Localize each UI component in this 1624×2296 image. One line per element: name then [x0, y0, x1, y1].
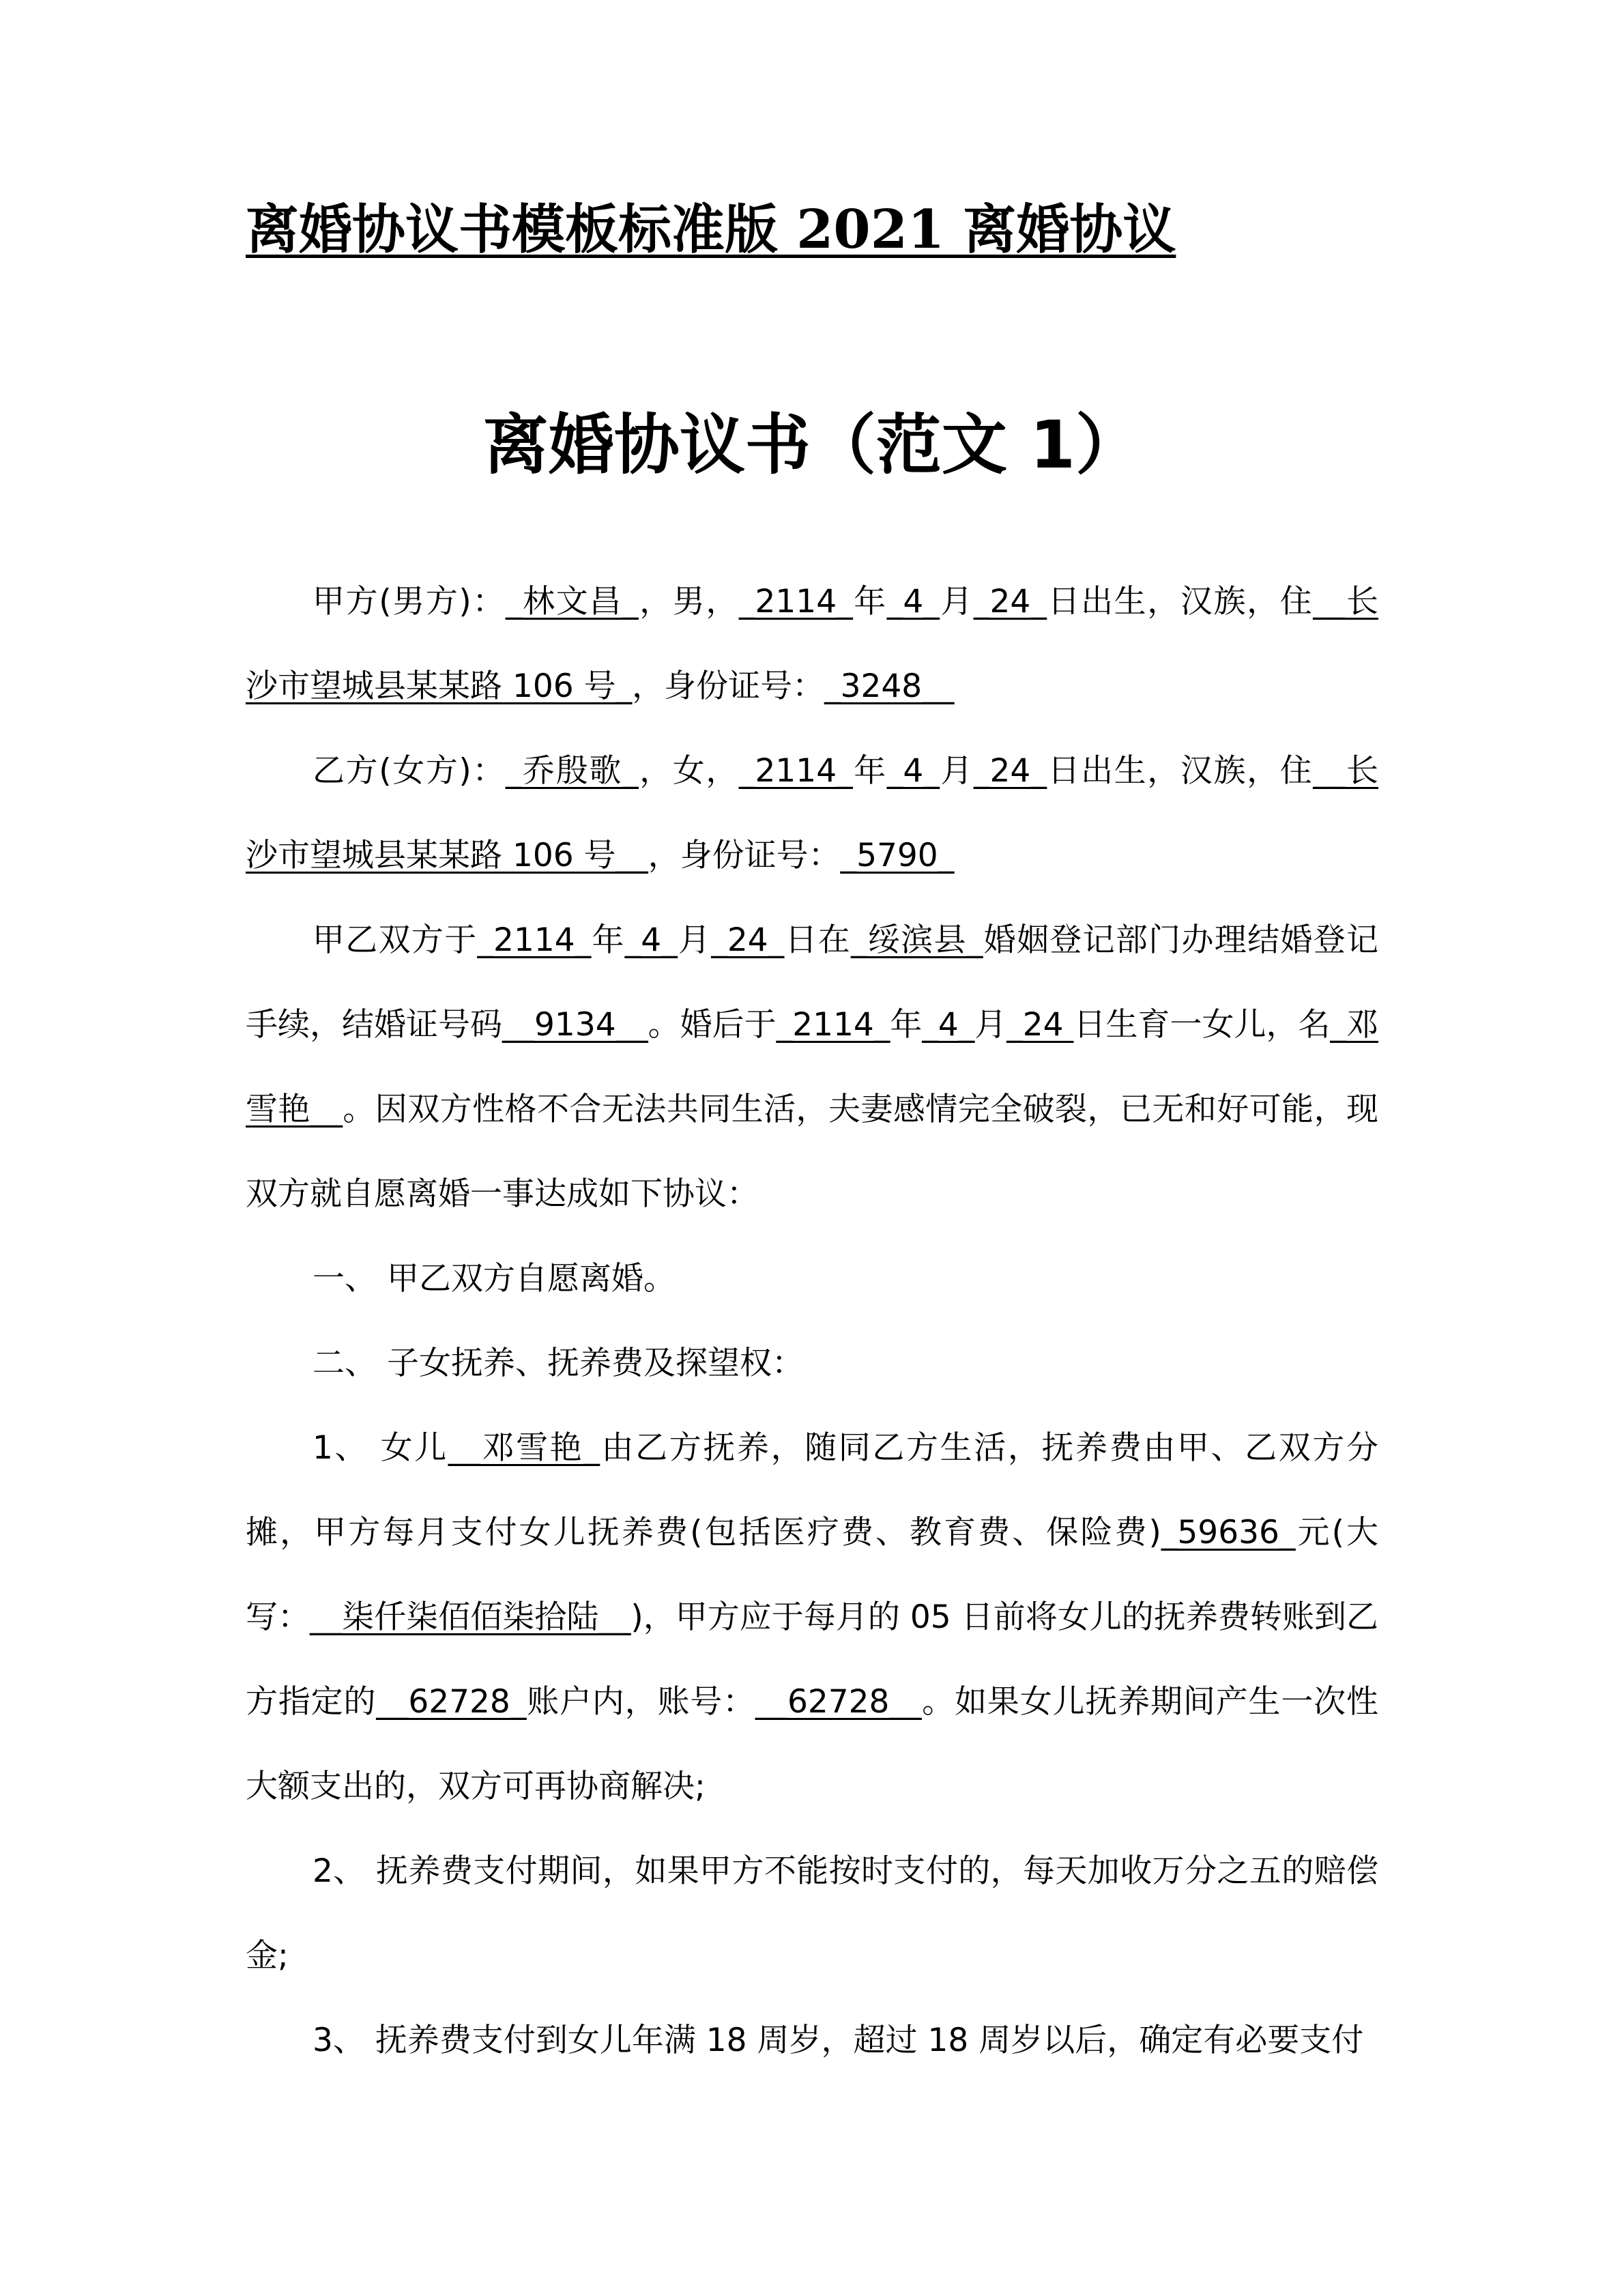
filled-field: __邓雪艳_ [448, 1429, 600, 1467]
paragraph-text: 甲乙双方于 [313, 921, 478, 959]
filled-field: _4_ [886, 752, 940, 790]
paragraph-text: ，身份证号： [632, 668, 825, 705]
agreement-body [246, 560, 1378, 2083]
marriage-info-paragraph [246, 898, 1378, 1237]
paragraph-text: 年 [852, 752, 887, 790]
support-duration-paragraph [246, 1998, 1378, 2083]
filled-field: __柒仟柒佰佰柒拾陆__ [310, 1598, 631, 1636]
filled-field: __9134__ [502, 1006, 648, 1044]
paragraph-text: 月 [974, 1006, 1007, 1044]
filled-field: _4_ [624, 921, 678, 959]
filled-field: _林文昌_ [506, 583, 639, 620]
paragraph-text: 年 [591, 921, 625, 959]
paragraph-text: 日出生，汉族，住 [1046, 752, 1314, 790]
paragraph-text: 月 [939, 752, 974, 790]
filled-field: __长沙市望城县某某路 106 号_ [246, 583, 1379, 705]
filled-field: _2114_ [776, 1006, 890, 1044]
paragraph-text: 乙方(女方)： [313, 752, 506, 790]
paragraph-text: 2、 抚养费支付期间，如果甲方不能按时支付的，每天加收万分之五的赔偿金; [246, 1852, 1378, 1975]
filled-field: _24 [1006, 1006, 1074, 1044]
party-a-paragraph [246, 560, 1378, 729]
child-custody-paragraph [246, 1406, 1378, 1829]
filled-field: _绥滨县_ [851, 921, 983, 959]
filled-field: _24_ [974, 752, 1047, 790]
paragraph-text: 日在 [784, 921, 852, 959]
paragraph-text: 一、 甲乙双方自愿离婚。 [313, 1260, 676, 1297]
filled-field: _59636_ [1161, 1514, 1296, 1551]
paragraph-text: 元(大写： [246, 1514, 1379, 1636]
paragraph-text: 月 [677, 921, 712, 959]
paragraph-text: 由乙方抚养，随同乙方生活，抚养费由甲、乙双方分摊，甲方每月支付女儿抚养费(包括医疗费、教育费、保险费) [246, 1429, 1379, 1551]
paragraph-text: 日生育一女儿，名 [1073, 1006, 1331, 1044]
filled-field: __62728__ [755, 1683, 922, 1721]
clause-1-paragraph [246, 1237, 1378, 1321]
filled-field: _3248__ [824, 668, 955, 705]
paragraph-text: )，甲方应于每月的 05 日前将女儿的抚养费转账到乙方指定的 [246, 1598, 1379, 1721]
party-b-paragraph [246, 729, 1378, 898]
paragraph-text: ，女， [638, 752, 739, 790]
filled-field: _2114_ [738, 583, 853, 620]
filled-field: _2114_ [477, 921, 592, 959]
late-payment-paragraph [246, 1829, 1378, 1998]
filled-field: _24_ [974, 583, 1047, 620]
filled-field: _2114_ [738, 752, 853, 790]
filled-field: __长沙市望城县某某路 106 号__ [246, 752, 1379, 874]
paragraph-text: 月 [939, 583, 974, 620]
paragraph-text: 。因双方性格不合无法共同生活，夫妻感情完全破裂，已无和好可能，现双方就自愿离婚一事达成如下协议： [246, 1091, 1379, 1213]
paragraph-text: 账户内，账号： [526, 1683, 755, 1721]
paragraph-text: 日出生，汉族，住 [1046, 583, 1314, 620]
filled-field: _24_ [711, 921, 785, 959]
filled-field: _4_ [886, 583, 940, 620]
paragraph-text: 年 [890, 1006, 923, 1044]
filled-field: _5790_ [840, 837, 955, 874]
paragraph-text: 甲方(男方)： [313, 583, 506, 620]
paragraph-text: 1、 女儿 [313, 1429, 448, 1467]
filled-field: __62728_ [376, 1683, 527, 1721]
paragraph-text: 。如果女儿抚养期间产生一次性大额支出的，双方可再协商解决; [246, 1683, 1379, 1805]
paragraph-text: ，身份证号： [648, 837, 841, 874]
clause-2-paragraph [246, 1321, 1378, 1406]
paragraph-text: 二、 子女抚养、抚养费及探望权： [313, 1345, 804, 1382]
filled-field: _邓雪艳__ [246, 1006, 1379, 1128]
filled-field: _4_ [922, 1006, 975, 1044]
paragraph-text: ，男， [638, 583, 739, 620]
filled-field: _乔殷歌_ [506, 752, 639, 790]
paragraph-text: 婚姻登记部门办理结婚登记手续，结婚证号码 [246, 921, 1379, 1044]
paragraph-text: 3、 抚养费支付到女儿年满 18 周岁，超过 18 周岁以后，确定有必要支付 [313, 2022, 1364, 2059]
document-title: 离婚协议书模板标准版 2021 离婚协议 [246, 199, 1176, 261]
agreement-heading: 离婚协议书（范文 1） [482, 407, 1142, 483]
paragraph-text: 。婚后于 [648, 1006, 777, 1044]
paragraph-text: 年 [852, 583, 887, 620]
